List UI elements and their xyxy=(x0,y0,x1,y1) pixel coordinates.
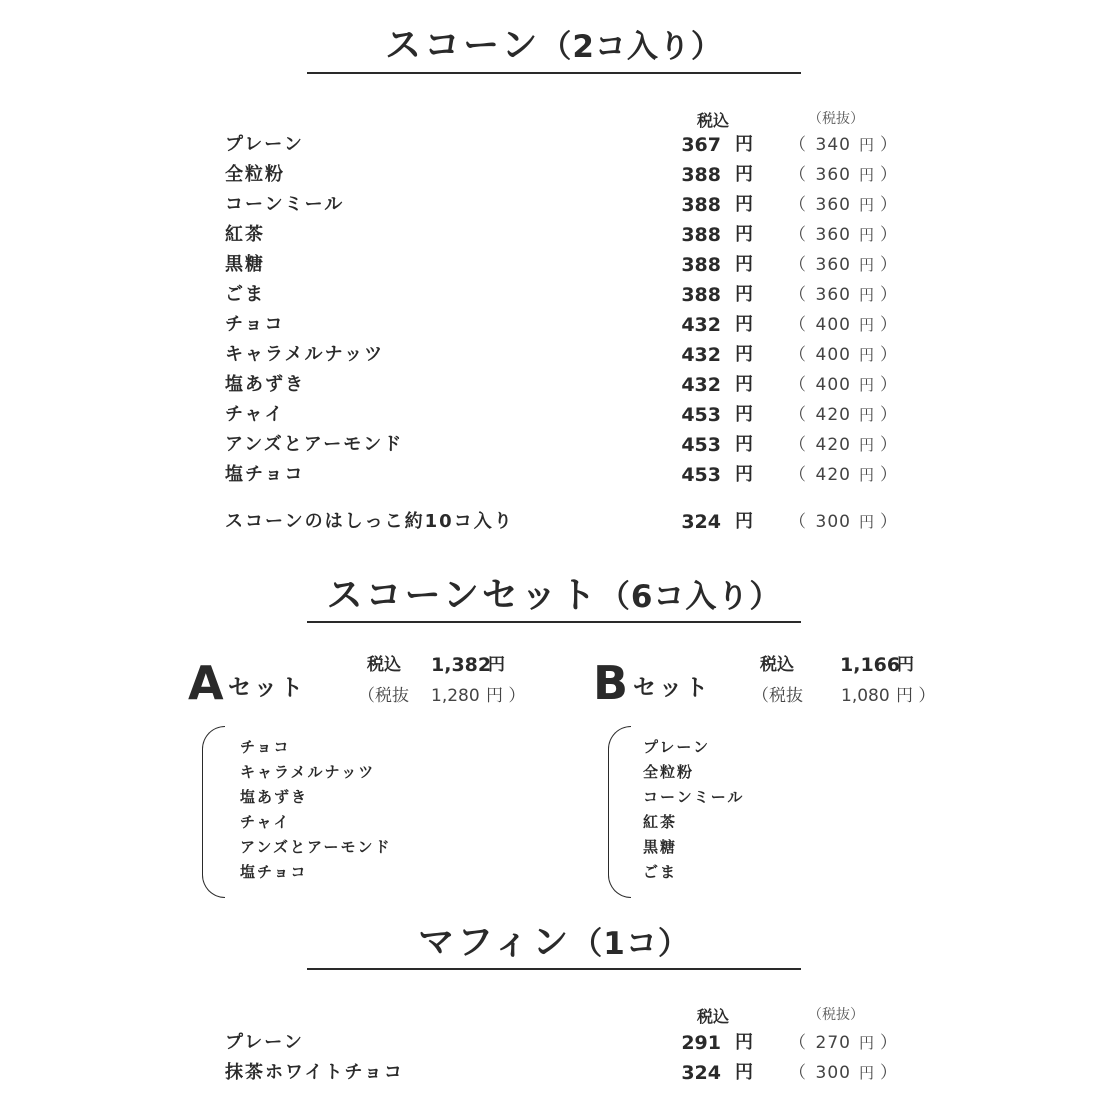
price-excl: 340 xyxy=(815,135,851,155)
currency-label-excl: 円 xyxy=(859,406,875,424)
paren-open: （ xyxy=(789,465,806,485)
set-a-incl-label: 税込 xyxy=(367,655,401,675)
paren-close: ） xyxy=(880,375,897,395)
item-name: 黒糖 xyxy=(225,254,265,275)
set-title-sub: （6コ入り） xyxy=(598,579,782,615)
price-row xyxy=(0,370,1110,400)
set-b-letter: B xyxy=(593,656,629,710)
currency-label-excl: 円 xyxy=(859,436,875,454)
price-excl: 400 xyxy=(815,375,851,395)
set-a-word: セット xyxy=(228,675,306,701)
item-name: キャラメルナッツ xyxy=(225,344,385,365)
item-name: プレーン xyxy=(225,134,304,155)
price-row xyxy=(0,400,1110,430)
paren-open: （ xyxy=(789,512,806,532)
price-row xyxy=(0,190,1110,220)
muffin-header-incl: 税込 xyxy=(697,1007,730,1026)
paren-close: ） xyxy=(880,225,897,245)
set-item: チョコ xyxy=(240,738,291,756)
price-excl: 420 xyxy=(815,465,851,485)
price-excl: 360 xyxy=(815,225,851,245)
paren-open: （ xyxy=(789,225,806,245)
paren-close: ） xyxy=(880,1033,897,1053)
currency-label: 円 xyxy=(735,254,753,275)
price-excl: 360 xyxy=(815,195,851,215)
scone-section-title xyxy=(307,25,801,66)
item-name: 抹茶ホワイトチョコ xyxy=(225,1062,404,1083)
set-item: 塩あずき xyxy=(240,788,309,806)
price-incl: 453 xyxy=(681,404,721,426)
muffin-header-excl: （税抜） xyxy=(808,1007,864,1023)
price-row xyxy=(0,220,1110,250)
scone-extra-row xyxy=(0,507,1110,537)
currency-label: 円 xyxy=(735,1032,753,1053)
price-excl: 420 xyxy=(815,405,851,425)
currency-label-excl: 円 xyxy=(859,316,875,334)
paren-open: （ xyxy=(789,1033,806,1053)
currency-label-excl: 円 xyxy=(859,256,875,274)
price-incl: 388 xyxy=(681,164,721,186)
scone-header-incl: 税込 xyxy=(697,111,730,130)
price-incl: 324 xyxy=(681,511,721,533)
currency-label: 円 xyxy=(735,194,753,215)
price-row xyxy=(0,130,1110,160)
price-excl: 300 xyxy=(815,512,851,532)
set-item: チャイ xyxy=(240,813,291,831)
price-excl: 360 xyxy=(815,165,851,185)
muffin-title-sub: （1コ） xyxy=(571,926,690,962)
paren-close: ） xyxy=(880,1063,897,1083)
price-incl: 432 xyxy=(681,314,721,336)
set-item: 黒糖 xyxy=(643,838,678,856)
set-item: 紅茶 xyxy=(643,813,678,831)
set-a-excl-price: 1,280 xyxy=(431,686,480,706)
price-row xyxy=(0,1058,1110,1088)
currency-label: 円 xyxy=(735,224,753,245)
set-item: プレーン xyxy=(643,738,711,756)
item-name: アンズとアーモンド xyxy=(225,434,404,455)
scone-title: スコーン xyxy=(385,25,541,66)
price-incl: 388 xyxy=(681,284,721,306)
set-item: ごま xyxy=(643,863,678,881)
price-incl: 324 xyxy=(681,1062,721,1084)
set-b-incl-label: 税込 xyxy=(760,655,794,675)
paren-close: ） xyxy=(880,135,897,155)
currency-label: 円 xyxy=(735,404,753,425)
item-name: 紅茶 xyxy=(225,224,265,245)
price-incl: 388 xyxy=(681,194,721,216)
price-incl: 453 xyxy=(681,464,721,486)
price-row xyxy=(0,280,1110,310)
paren-close: ） xyxy=(880,345,897,365)
price-excl: 420 xyxy=(815,435,851,455)
item-name: コーンミール xyxy=(225,194,345,215)
paren-open: （ xyxy=(789,315,806,335)
set-item: コーンミール xyxy=(643,788,745,806)
item-name: チャイ xyxy=(225,404,285,425)
paren-close: ） xyxy=(880,465,897,485)
set-a-excl-label: （税抜 xyxy=(358,686,409,706)
paren-open: （ xyxy=(789,195,806,215)
paren-close: ） xyxy=(880,165,897,185)
paren-close: ） xyxy=(880,435,897,455)
currency-label-excl: 円 xyxy=(859,286,875,304)
paren-open: （ xyxy=(789,285,806,305)
price-row xyxy=(0,430,1110,460)
set-title-rule xyxy=(307,621,801,623)
paren-open: （ xyxy=(789,375,806,395)
price-row xyxy=(0,160,1110,190)
price-excl: 400 xyxy=(815,315,851,335)
paren-close: ） xyxy=(880,512,897,532)
paren-open: （ xyxy=(789,345,806,365)
paren-close: ） xyxy=(880,315,897,335)
currency-label-excl: 円 xyxy=(859,196,875,214)
item-name: 全粒粉 xyxy=(225,164,285,185)
set-b-incl-yen: 円 xyxy=(897,655,914,675)
set-a-letter: A xyxy=(188,656,224,710)
paren-open: （ xyxy=(789,255,806,275)
price-incl: 432 xyxy=(681,344,721,366)
item-name: スコーンのはしっこ約10コ入り xyxy=(225,511,514,532)
set-item: 全粒粉 xyxy=(643,763,695,781)
price-excl: 270 xyxy=(815,1033,851,1053)
set-a-excl-close: 円 ） xyxy=(486,686,526,706)
scone-title-sub: （2コ入り） xyxy=(540,29,723,65)
price-excl: 400 xyxy=(815,345,851,365)
price-incl: 388 xyxy=(681,224,721,246)
price-row xyxy=(0,460,1110,490)
price-excl: 300 xyxy=(815,1063,851,1083)
set-b-incl-price: 1,166 xyxy=(840,654,901,676)
paren-open: （ xyxy=(789,1063,806,1083)
currency-label-excl: 円 xyxy=(859,1034,875,1052)
set-item: 塩チョコ xyxy=(240,863,308,881)
set-b-excl-close: 円 ） xyxy=(896,686,936,706)
set-item: キャラメルナッツ xyxy=(240,763,376,781)
muffin-title-rule xyxy=(307,968,801,970)
currency-label: 円 xyxy=(735,511,753,532)
currency-label: 円 xyxy=(735,164,753,185)
paren-close: ） xyxy=(880,255,897,275)
price-row xyxy=(0,1028,1110,1058)
item-name: ごま xyxy=(225,284,265,305)
price-row xyxy=(0,250,1110,280)
currency-label: 円 xyxy=(735,374,753,395)
currency-label: 円 xyxy=(735,284,753,305)
price-excl: 360 xyxy=(815,285,851,305)
set-b-bracket xyxy=(608,726,631,898)
paren-open: （ xyxy=(789,165,806,185)
scone-header-excl: （税抜） xyxy=(808,111,864,127)
currency-label: 円 xyxy=(735,1062,753,1083)
set-section-title xyxy=(307,575,801,616)
paren-close: ） xyxy=(880,195,897,215)
item-name: チョコ xyxy=(225,314,285,335)
currency-label-excl: 円 xyxy=(859,136,875,154)
muffin-section-title xyxy=(307,922,801,963)
price-incl: 453 xyxy=(681,434,721,456)
item-name: 塩あずき xyxy=(225,374,305,395)
paren-open: （ xyxy=(789,435,806,455)
currency-label: 円 xyxy=(735,314,753,335)
set-a-bracket xyxy=(202,726,225,898)
scone-title-rule xyxy=(307,72,801,74)
currency-label: 円 xyxy=(735,344,753,365)
currency-label-excl: 円 xyxy=(859,226,875,244)
paren-open: （ xyxy=(789,135,806,155)
currency-label-excl: 円 xyxy=(859,166,875,184)
price-incl: 291 xyxy=(681,1032,721,1054)
item-name: プレーン xyxy=(225,1032,304,1053)
set-b-excl-label: （税抜 xyxy=(752,686,803,706)
set-b-excl-price: 1,080 xyxy=(841,686,890,706)
price-row xyxy=(0,340,1110,370)
currency-label-excl: 円 xyxy=(859,466,875,484)
price-incl: 432 xyxy=(681,374,721,396)
set-title: スコーンセット xyxy=(326,575,599,616)
price-excl: 360 xyxy=(815,255,851,275)
currency-label-excl: 円 xyxy=(859,376,875,394)
paren-close: ） xyxy=(880,405,897,425)
currency-label: 円 xyxy=(735,134,753,155)
paren-open: （ xyxy=(789,405,806,425)
muffin-title: マフィン xyxy=(418,922,572,963)
currency-label: 円 xyxy=(735,434,753,455)
currency-label: 円 xyxy=(735,464,753,485)
set-item: アンズとアーモンド xyxy=(240,838,392,856)
price-incl: 388 xyxy=(681,254,721,276)
set-a-incl-yen: 円 xyxy=(488,655,505,675)
paren-close: ） xyxy=(880,285,897,305)
set-b-word: セット xyxy=(633,675,711,701)
item-name: 塩チョコ xyxy=(225,464,305,485)
price-incl: 367 xyxy=(681,134,721,156)
currency-label-excl: 円 xyxy=(859,1064,875,1082)
currency-label-excl: 円 xyxy=(859,346,875,364)
price-row xyxy=(0,310,1110,340)
currency-label-excl: 円 xyxy=(859,513,875,531)
set-a-incl-price: 1,382 xyxy=(431,654,492,676)
